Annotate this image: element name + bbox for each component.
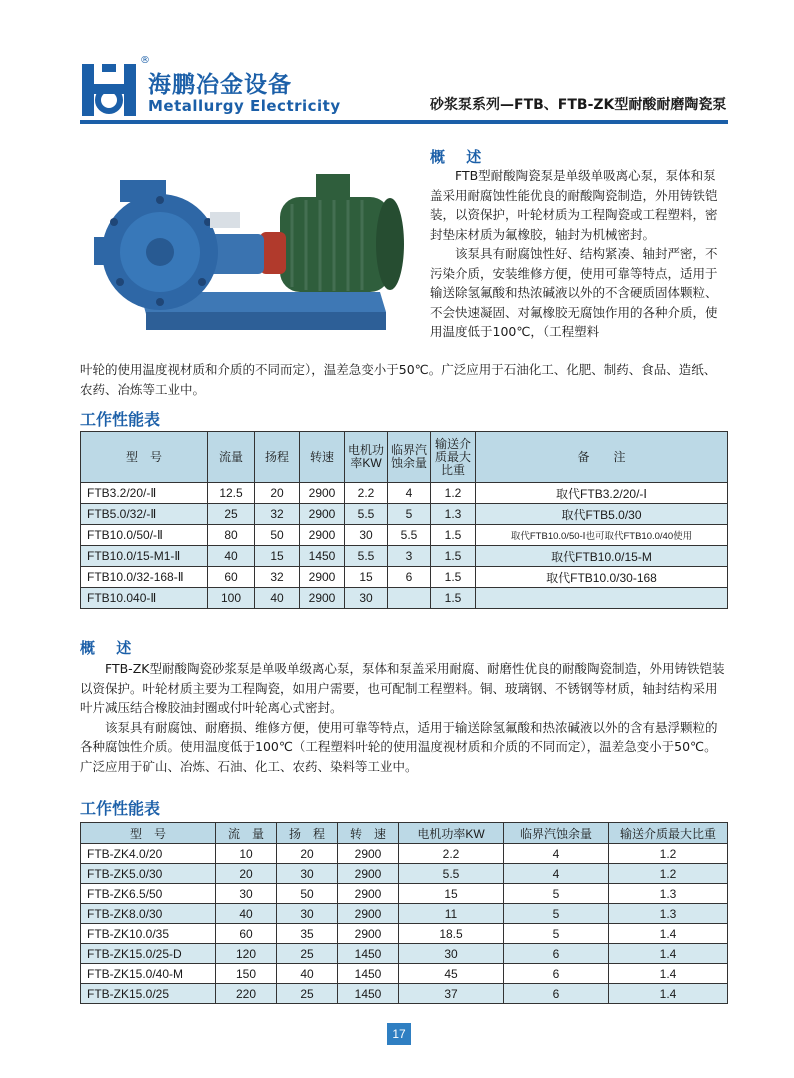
cell-speed: 1450	[338, 984, 399, 1004]
cell-speed: 1450	[338, 944, 399, 964]
cell-model: FTB10.0/32-168-Ⅱ	[81, 567, 208, 588]
cell-npsh: 4	[504, 844, 609, 864]
cell-npsh: 3	[388, 546, 431, 567]
section2-heading: 概 述	[80, 639, 140, 657]
cell-flow: 12.5	[208, 483, 255, 504]
cell-gravity: 1.5	[431, 546, 476, 567]
cell-head: 50	[277, 884, 338, 904]
cell-head: 30	[277, 904, 338, 924]
table1-title: 工作性能表	[80, 410, 161, 429]
cell-gravity: 1.3	[609, 884, 728, 904]
col-remarks: 备 注	[476, 432, 728, 483]
col-speed: 转速	[300, 432, 345, 483]
cell-power: 5.5	[345, 546, 388, 567]
cell-head: 15	[255, 546, 300, 567]
table-row	[81, 964, 728, 984]
cell-remarks: 取代FTB10.0/30-168	[476, 567, 728, 588]
section2-para1: FTB-ZK型耐酸陶瓷砂浆泵是单吸单级离心泵，泵体和泵盖采用耐腐、耐磨性优良的耐酸陶瓷制造，外用铸铁铠装以资保护。叶轮材质主要为工程陶瓷，如用户需要，也可配制工程塑料。铜、玻璃钢、不锈钢等材质，轴封结构采用叶片减压结合橡胶油封圈或付叶轮离心式密封。	[80, 661, 725, 715]
table-row	[81, 944, 728, 964]
cell-speed: 2900	[338, 924, 399, 944]
cell-npsh: 6	[504, 964, 609, 984]
brand-name-en: Metallurgy Electricity	[148, 97, 341, 115]
cell-speed: 2900	[300, 483, 345, 504]
cell-npsh: 6	[504, 944, 609, 964]
cell-npsh: 4	[388, 483, 431, 504]
cell-gravity: 1.4	[609, 984, 728, 1004]
cell-model: FTB-ZK15.0/40-M	[81, 964, 216, 984]
cell-npsh	[388, 588, 431, 609]
cell-flow: 10	[216, 844, 277, 864]
cell-gravity: 1.2	[609, 844, 728, 864]
section1-para2: 该泵具有耐腐蚀性好、结构紧凑、轴封严密，不污染介质，安装维修方便，使用可靠等特点，适用于输送除氢氟酸和热浓碱液以外的不含硬质固体颗粒、不会快速凝固、对氟橡胶无腐蚀作用的各种介质，使用温度低于100℃，（工程塑料	[430, 246, 718, 339]
cell-flow: 60	[216, 924, 277, 944]
col-model: 型 号	[81, 823, 216, 844]
table-row	[81, 504, 728, 525]
cell-npsh: 6	[504, 984, 609, 1004]
table-row	[81, 546, 728, 567]
col-npsh: 临界汽蚀余量	[504, 823, 609, 844]
cell-gravity: 1.4	[609, 944, 728, 964]
cell-flow: 100	[208, 588, 255, 609]
cell-remarks: 取代FTB10.0/15-M	[476, 546, 728, 567]
cell-speed: 1450	[338, 964, 399, 984]
cell-model: FTB-ZK5.0/30	[81, 864, 216, 884]
cell-gravity: 1.3	[431, 504, 476, 525]
cell-flow: 150	[216, 964, 277, 984]
cell-power: 30	[345, 588, 388, 609]
cell-power: 45	[399, 964, 504, 984]
cell-head: 25	[277, 984, 338, 1004]
cell-speed: 2900	[300, 504, 345, 525]
brand-name-cn: 海鹏冶金设备	[148, 72, 292, 98]
cell-power: 5.5	[399, 864, 504, 884]
cell-speed: 2900	[338, 884, 399, 904]
cell-model: FTB-ZK15.0/25-D	[81, 944, 216, 964]
cell-remarks: 取代FTB5.0/30	[476, 504, 728, 525]
header-divider	[80, 120, 728, 124]
cell-model: FTB10.0/15-M1-Ⅱ	[81, 546, 208, 567]
performance-table-ftb-zk	[80, 822, 728, 1004]
cell-model: FTB3.2/20/-Ⅱ	[81, 483, 208, 504]
cell-power: 30	[399, 944, 504, 964]
table2-title: 工作性能表	[80, 799, 161, 818]
cell-flow: 40	[216, 904, 277, 924]
cell-head: 50	[255, 525, 300, 546]
performance-table-ftb	[80, 431, 728, 609]
cell-gravity: 1.2	[609, 864, 728, 884]
cell-gravity: 1.3	[609, 904, 728, 924]
cell-speed: 1450	[300, 546, 345, 567]
col-flow: 流 量	[216, 823, 277, 844]
col-npsh: 临界汽蚀余量	[388, 432, 431, 483]
cell-gravity: 1.5	[431, 525, 476, 546]
col-max-gravity: 输送介质最大比重	[609, 823, 728, 844]
table-header-row	[81, 823, 728, 844]
cell-flow: 80	[208, 525, 255, 546]
cell-head: 25	[277, 944, 338, 964]
table-row	[81, 864, 728, 884]
table-row	[81, 984, 728, 1004]
cell-npsh: 6	[388, 567, 431, 588]
cell-power: 2.2	[399, 844, 504, 864]
cell-power: 5.5	[345, 504, 388, 525]
cell-speed: 2900	[338, 844, 399, 864]
col-head: 扬程	[255, 432, 300, 483]
cell-remarks: 取代FTB10.0/50-Ⅰ也可取代FTB10.0/40使用	[476, 525, 728, 546]
cell-model: FTB5.0/32/-Ⅱ	[81, 504, 208, 525]
cell-model: FTB-ZK6.5/50	[81, 884, 216, 904]
cell-head: 20	[255, 483, 300, 504]
registered-mark: ®	[140, 55, 150, 66]
col-head: 扬 程	[277, 823, 338, 844]
cell-power: 30	[345, 525, 388, 546]
col-speed: 转 速	[338, 823, 399, 844]
page-heading: 砂浆泵系列—FTB、FTB-ZK型耐酸耐磨陶瓷泵	[430, 97, 727, 113]
cell-npsh: 5.5	[388, 525, 431, 546]
cell-power: 15	[345, 567, 388, 588]
table-row	[81, 924, 728, 944]
cell-npsh: 5	[504, 924, 609, 944]
cell-model: FTB10.040-Ⅱ	[81, 588, 208, 609]
cell-npsh: 5	[388, 504, 431, 525]
col-model: 型 号	[81, 432, 208, 483]
cell-speed: 2900	[300, 567, 345, 588]
table-row	[81, 884, 728, 904]
cell-npsh: 5	[504, 904, 609, 924]
cell-head: 35	[277, 924, 338, 944]
cell-head: 40	[277, 964, 338, 984]
cell-speed: 2900	[338, 864, 399, 884]
cell-npsh: 4	[504, 864, 609, 884]
section2-para2: 该泵具有耐腐蚀、耐磨损、维修方便，使用可靠等特点，适用于输送除氢氟酸和热浓碱液以外的含有悬浮颗粒的各种腐蚀性介质。使用温度低于100℃（工程塑料叶轮的使用温度视材质和介质的不同而定），温差急变小于50℃。广泛应用于矿山、冶炼、石油、化工、农药、染料等工业中。	[80, 719, 718, 774]
table-row	[81, 483, 728, 504]
col-max-gravity: 输送介质最大比重	[431, 432, 476, 483]
cell-power: 2.2	[345, 483, 388, 504]
cell-speed: 2900	[300, 525, 345, 546]
cell-power: 18.5	[399, 924, 504, 944]
cell-flow: 20	[216, 864, 277, 884]
cell-head: 30	[277, 864, 338, 884]
cell-model: FTB-ZK15.0/25	[81, 984, 216, 1004]
cell-gravity: 1.4	[609, 924, 728, 944]
table-header-row	[81, 432, 728, 483]
col-motor-power: 电机功率KW	[345, 432, 388, 483]
pump-photo-illustration	[80, 142, 420, 352]
cell-head: 40	[255, 588, 300, 609]
cell-speed: 2900	[300, 588, 345, 609]
section1-para2-continued: 叶轮的使用温度视材质和介质的不同而定），温差急变小于50℃。广泛应用于石油化工、化肥、制药、食品、造纸、农药、冶炼等工业中。	[80, 362, 717, 397]
cell-flow: 25	[208, 504, 255, 525]
cell-head: 32	[255, 567, 300, 588]
section1-intro	[430, 166, 728, 342]
table-row	[81, 904, 728, 924]
section1-heading: 概 述	[430, 148, 490, 166]
section1-para1: FTB型耐酸陶瓷泵是单级单吸离心泵，泵体和泵盖采用耐腐蚀性能优良的耐酸陶瓷制造，外用铸铁铠装，以资保护，叶轮材质为工程陶瓷或工程塑料，密封垫床材质为氟橡胶，轴封为机械密封。	[430, 168, 718, 242]
cell-gravity: 1.2	[431, 483, 476, 504]
cell-head: 20	[277, 844, 338, 864]
cell-remarks	[476, 588, 728, 609]
col-motor-power: 电机功率KW	[399, 823, 504, 844]
cell-power: 37	[399, 984, 504, 1004]
cell-flow: 220	[216, 984, 277, 1004]
cell-gravity: 1.5	[431, 588, 476, 609]
cell-gravity: 1.4	[609, 964, 728, 984]
cell-model: FTB10.0/50/-Ⅱ	[81, 525, 208, 546]
cell-flow: 40	[208, 546, 255, 567]
col-flow: 流量	[208, 432, 255, 483]
table-row	[81, 588, 728, 609]
cell-speed: 2900	[338, 904, 399, 924]
section2-intro	[80, 659, 728, 776]
cell-power: 11	[399, 904, 504, 924]
cell-flow: 120	[216, 944, 277, 964]
page-number: 17	[387, 1023, 411, 1045]
cell-remarks: 取代FTB3.2/20/-Ⅰ	[476, 483, 728, 504]
cell-power: 15	[399, 884, 504, 904]
company-logo-icon	[80, 60, 142, 120]
table-row	[81, 525, 728, 546]
cell-flow: 30	[216, 884, 277, 904]
table-row	[81, 844, 728, 864]
cell-npsh: 5	[504, 884, 609, 904]
cell-model: FTB-ZK4.0/20	[81, 844, 216, 864]
cell-model: FTB-ZK8.0/30	[81, 904, 216, 924]
cell-model: FTB-ZK10.0/35	[81, 924, 216, 944]
cell-head: 32	[255, 504, 300, 525]
cell-flow: 60	[208, 567, 255, 588]
cell-gravity: 1.5	[431, 567, 476, 588]
table-row	[81, 567, 728, 588]
